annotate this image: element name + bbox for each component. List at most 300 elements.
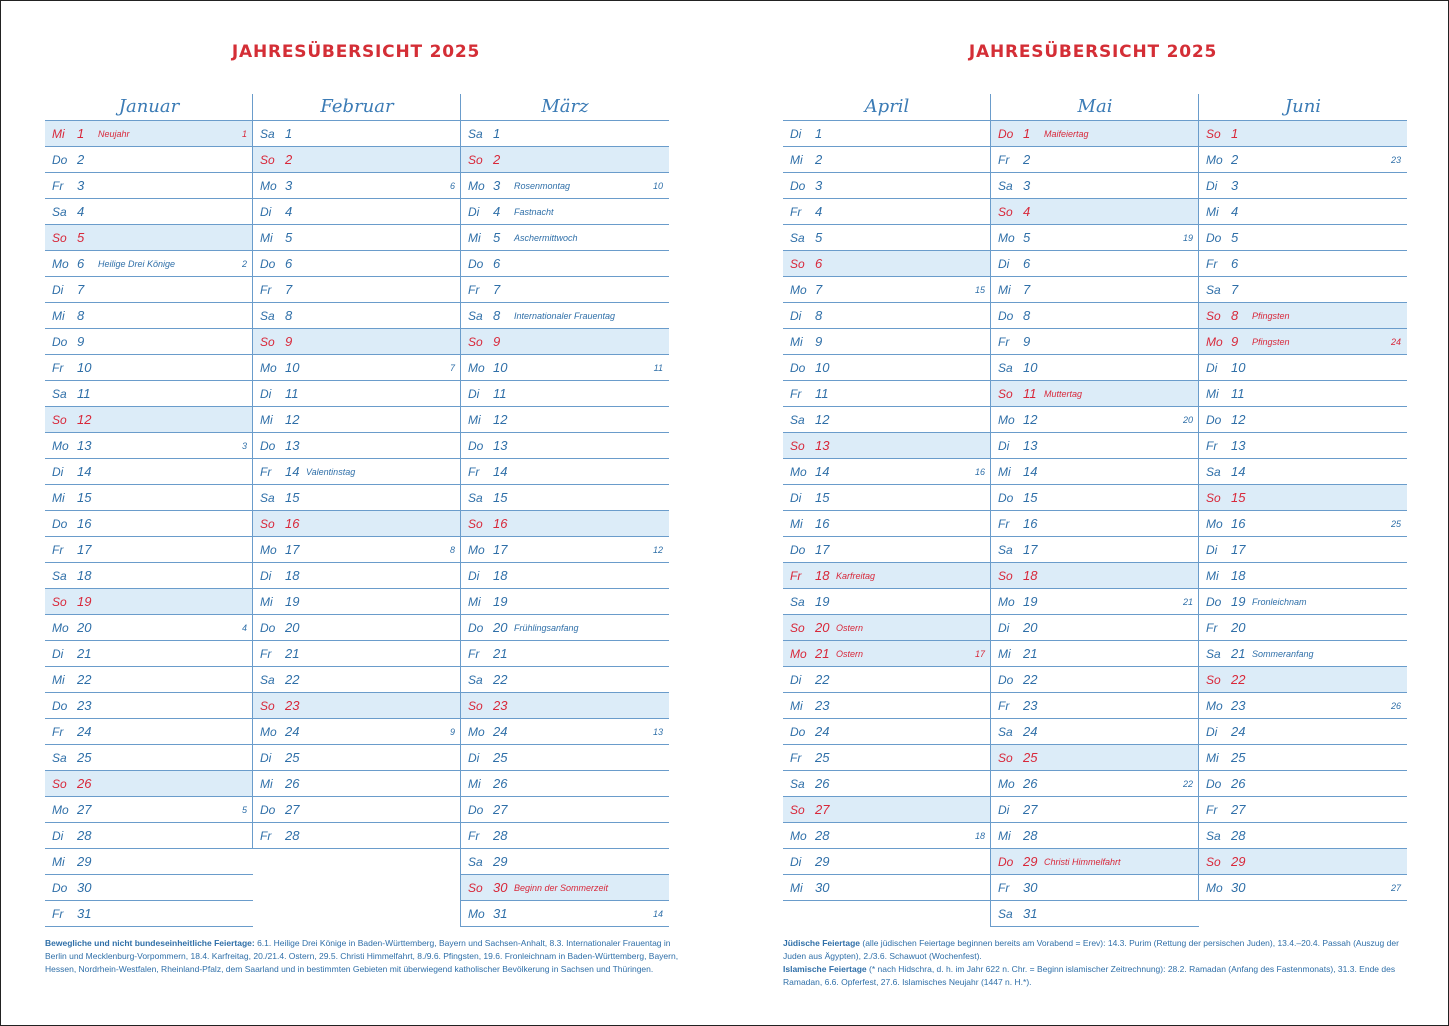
weekday-label: Do [52,517,68,531]
day-row [461,797,669,823]
day-number: 17 [77,542,92,557]
holiday-label: Sommeranfang [1252,649,1314,659]
day-number: 10 [815,360,830,375]
day-row [991,485,1199,511]
day-row [783,589,991,615]
day-row [783,875,991,901]
day-row [253,173,461,199]
day-row [45,225,253,251]
day-row [45,719,253,745]
month-mai [990,94,1199,927]
weekday-label: Sa [1206,283,1221,297]
day-row [991,745,1199,771]
day-row [1199,537,1407,563]
day-row [783,433,991,459]
week-number: 5 [241,805,247,815]
day-row [461,823,669,849]
day-row [45,355,253,381]
day-number: 27 [493,802,508,817]
day-row [783,251,991,277]
day-number: 13 [77,438,92,453]
day-row [991,901,1199,927]
weekday-label: So [468,153,483,167]
weekday-label: So [998,387,1013,401]
day-row [1199,797,1407,823]
weekday-label: Mo [260,361,277,375]
weekday-label: Do [52,335,68,349]
day-number: 5 [285,230,293,245]
day-row [45,173,253,199]
day-row [45,693,253,719]
day-row [45,771,253,797]
day-row [253,641,461,667]
day-row [45,563,253,589]
day-number: 1 [285,126,293,141]
weekday-label: So [52,777,67,791]
weekday-label: Mi [468,777,481,791]
week-number: 15 [974,285,985,295]
day-number: 20 [1231,620,1246,635]
day-number: 25 [493,750,508,765]
day-number: 5 [493,230,501,245]
day-row [461,251,669,277]
day-number: 26 [1023,776,1038,791]
weekday-label: Mo [260,543,277,557]
day-row [991,667,1199,693]
day-row [461,407,669,433]
weekday-label: Fr [52,907,64,921]
weekday-label: Mi [468,231,481,245]
day-row [253,433,461,459]
footnote-heading: Bewegliche und nicht bundeseinheitliche Feiertage: [45,938,255,948]
weekday-label: Do [790,725,806,739]
weekday-label: Do [468,621,484,635]
day-number: 7 [815,282,823,297]
weekday-label: Di [1206,725,1218,739]
day-number: 8 [1231,308,1239,323]
weekday-label: Mo [998,413,1015,427]
week-number: 13 [652,727,663,737]
weekday-label: Di [1206,361,1218,375]
day-number: 9 [1023,334,1031,349]
weekday-label: So [790,803,805,817]
day-row [461,563,669,589]
day-number: 29 [1023,854,1038,869]
day-number: 6 [1231,256,1239,271]
day-row [45,251,253,277]
day-number: 3 [77,178,85,193]
day-number: 4 [1231,204,1239,219]
day-number: 23 [285,698,300,713]
day-number: 15 [1023,490,1038,505]
day-number: 9 [493,334,501,349]
weekday-label: So [998,205,1013,219]
day-number: 6 [285,256,293,271]
day-number: 17 [1023,542,1038,557]
holiday-label: Valentinstag [306,467,356,477]
day-number: 31 [493,906,508,921]
weekday-label: Mi [998,829,1011,843]
day-row [991,121,1199,147]
weekday-label: Sa [998,179,1013,193]
week-number: 10 [652,181,663,191]
weekday-label: Sa [1206,465,1221,479]
holiday-label: Christi Himmelfahrt [1044,857,1121,867]
weekday-label: Fr [790,751,802,765]
day-row [783,719,991,745]
day-number: 15 [815,490,830,505]
day-row [783,199,991,225]
week-number: 22 [1182,779,1193,789]
weekday-label: Di [1206,179,1218,193]
day-row [461,329,669,355]
footnote-text: 6.1. Heilige Drei Könige in Baden-Württemberg, Bayern und Sachsen-Anhalt, 8.3. Internationaler Frauentag in Berlin und Mecklenburg-Vorpommern, 18.4. Karfreitag, 20./21.4. Ostern, 29.5. Christi Himmelfahrt, 8./9.6. Pfingsten, 19.6. Fronleichnam in Baden-Württemberg, Bayern, Hessen, Nordrhein-Westfalen, Rheinland-Pfalz, dem Saarland und in bestimmten Gebieten mit überwiegend katholischer Bevölkerung in Sachsen und Thüringen. [45,938,679,974]
day-number: 28 [1231,828,1246,843]
day-number: 3 [815,178,823,193]
day-row [1199,407,1407,433]
weekday-label: Fr [260,283,272,297]
week-number: 4 [241,623,247,633]
weekday-label: Di [468,569,480,583]
day-number: 22 [285,672,300,687]
day-row [991,329,1199,355]
holiday-label: Beginn der Sommerzeit [514,883,609,893]
weekday-label: Mi [52,309,65,323]
day-number: 18 [1023,568,1038,583]
day-row [783,693,991,719]
day-row [991,277,1199,303]
day-row [45,823,253,849]
weekday-label: So [790,257,805,271]
weekday-label: Mo [790,829,807,843]
day-number: 5 [1231,230,1239,245]
weekday-label: Di [260,205,272,219]
weekday-label: So [468,335,483,349]
day-row [991,589,1199,615]
weekday-label: So [52,595,67,609]
day-row [461,745,669,771]
weekday-label: Mo [468,361,485,375]
week-number: 8 [449,545,455,555]
day-row [1199,121,1407,147]
day-row [783,355,991,381]
day-number: 17 [285,542,300,557]
day-number: 30 [77,880,92,895]
day-number: 29 [493,854,508,869]
weekday-label: Di [468,751,480,765]
day-number: 11 [77,386,91,401]
day-row [461,693,669,719]
day-row [1199,485,1407,511]
weekday-label: Fr [260,647,272,661]
weekday-label: Do [790,361,806,375]
day-row [253,121,461,147]
weekday-label: Sa [260,127,275,141]
weekday-label: Mo [52,439,69,453]
day-row [461,381,669,407]
day-number: 6 [1023,256,1031,271]
left-page-title: JAHRESÜBERSICHT 2025 [231,42,481,62]
holiday-label: Ostern [836,649,864,659]
day-number: 6 [815,256,823,271]
day-number: 24 [77,724,92,739]
day-number: 23 [1023,698,1038,713]
day-row [45,277,253,303]
weekday-label: Mo [468,725,485,739]
weekday-label: Sa [52,205,67,219]
weekday-label: Fr [998,699,1010,713]
month-januar [45,94,253,927]
day-row [461,901,669,927]
day-row [461,537,669,563]
day-row [45,147,253,173]
day-number: 31 [77,906,92,921]
day-row [783,771,991,797]
weekday-label: Do [790,543,806,557]
day-row [461,173,669,199]
day-row [45,849,253,875]
day-number: 15 [1231,490,1246,505]
day-row [1199,355,1407,381]
weekday-label: Di [790,673,802,687]
weekday-label: Mo [260,179,277,193]
day-number: 19 [285,594,300,609]
day-row [1199,251,1407,277]
day-row [253,277,461,303]
weekday-label: Di [998,439,1010,453]
weekday-label: So [260,517,275,531]
day-number: 8 [1023,308,1031,323]
day-number: 29 [77,854,92,869]
day-number: 22 [1023,672,1038,687]
week-number: 3 [241,441,247,451]
day-row [991,719,1199,745]
day-row [783,667,991,693]
week-number: 16 [974,467,985,477]
day-row [461,433,669,459]
day-row [45,459,253,485]
day-row [991,511,1199,537]
day-number: 16 [1231,516,1246,531]
holiday-label: Pfingsten [1252,311,1290,321]
day-number: 12 [285,412,300,427]
weekday-label: Fr [998,153,1010,167]
day-row [991,797,1199,823]
weekday-label: Sa [468,491,483,505]
weekday-label: Mi [260,413,273,427]
weekday-label: Sa [260,673,275,687]
day-row [45,121,253,147]
day-number: 19 [1023,594,1038,609]
weekday-label: So [468,699,483,713]
day-row [991,433,1199,459]
day-number: 15 [285,490,300,505]
day-number: 22 [493,672,508,687]
day-row [45,589,253,615]
weekday-label: Do [260,257,276,271]
day-row [991,225,1199,251]
day-number: 12 [1023,412,1038,427]
day-number: 12 [77,412,92,427]
day-row [45,901,253,927]
weekday-label: Mi [1206,751,1219,765]
day-row [783,797,991,823]
day-number: 7 [285,282,293,297]
weekday-label: Mi [1206,387,1219,401]
weekday-label: So [260,153,275,167]
weekday-label: Fr [790,569,802,583]
day-row [461,615,669,641]
day-row [253,693,461,719]
day-number: 4 [1023,204,1031,219]
day-row [45,875,253,901]
weekday-label: Sa [998,725,1013,739]
left-footnote [45,937,685,976]
day-number: 21 [1023,646,1038,661]
weekday-label: Mo [998,231,1015,245]
week-number: 21 [1182,597,1193,607]
weekday-label: So [1206,855,1221,869]
day-row [45,381,253,407]
weekday-label: Di [52,283,64,297]
day-row [1199,667,1407,693]
day-row [991,199,1199,225]
day-number: 14 [493,464,508,479]
day-row [991,407,1199,433]
day-row [783,225,991,251]
weekday-label: Do [52,881,68,895]
day-number: 10 [1023,360,1038,375]
day-number: 6 [77,256,85,271]
day-number: 14 [77,464,92,479]
day-row [45,745,253,771]
holiday-label: Rosenmontag [514,181,571,191]
day-row [461,303,669,329]
day-number: 19 [77,594,92,609]
weekday-label: Mo [468,543,485,557]
day-number: 16 [1023,516,1038,531]
day-row [783,147,991,173]
weekday-label: Sa [998,361,1013,375]
day-number: 20 [815,620,830,635]
week-number: 20 [1182,415,1193,425]
day-number: 21 [493,646,508,661]
month-header: Januar [45,94,253,121]
holiday-label: Pfingsten [1252,337,1290,347]
day-number: 27 [1231,802,1246,817]
weekday-label: Mo [468,179,485,193]
day-row [461,875,669,901]
weekday-label: Sa [1206,829,1221,843]
month-header: Mai [991,94,1199,121]
day-number: 20 [1023,620,1038,635]
day-row [1199,329,1407,355]
weekday-label: Fr [468,283,480,297]
day-row [253,225,461,251]
day-number: 28 [815,828,830,843]
weekday-label: Di [998,621,1010,635]
weekday-label: Di [790,855,802,869]
day-number: 25 [815,750,830,765]
day-row [461,147,669,173]
day-number: 22 [77,672,92,687]
day-row [783,823,991,849]
day-number: 14 [1231,464,1246,479]
day-row [253,563,461,589]
weekday-label: Mo [790,465,807,479]
day-row [461,277,669,303]
weekday-label: Mo [1206,517,1223,531]
weekday-label: Di [998,257,1010,271]
day-number: 26 [815,776,830,791]
day-row [1199,771,1407,797]
weekday-label: So [998,569,1013,583]
holiday-label: Fronleichnam [1252,597,1307,607]
weekday-label: Di [52,465,64,479]
weekday-label: Mi [52,855,65,869]
day-number: 22 [1231,672,1246,687]
day-number: 27 [285,802,300,817]
weekday-label: Mi [1206,569,1219,583]
day-row [253,719,461,745]
day-number: 18 [815,568,830,583]
month-februar [252,94,461,849]
day-number: 1 [1023,126,1031,141]
holiday-label: Internationaler Frauentag [514,311,616,321]
day-row [991,771,1199,797]
day-number: 21 [285,646,300,661]
week-number: 17 [974,649,985,659]
day-number: 13 [815,438,830,453]
weekday-label: So [52,231,67,245]
day-number: 13 [493,438,508,453]
day-number: 9 [285,334,293,349]
weekday-label: Do [998,127,1014,141]
day-number: 16 [285,516,300,531]
right-footnote [783,937,1423,989]
day-row [1199,459,1407,485]
weekday-label: Fr [790,387,802,401]
day-row [253,537,461,563]
weekday-label: Fr [52,725,64,739]
right-page-title: JAHRESÜBERSICHT 2025 [968,42,1218,62]
day-row [783,303,991,329]
day-number: 20 [77,620,92,635]
day-number: 10 [1231,360,1246,375]
day-number: 17 [1231,542,1246,557]
weekday-label: Sa [52,387,67,401]
weekday-label: Di [998,803,1010,817]
day-row [1199,225,1407,251]
day-row [253,329,461,355]
weekday-label: Do [998,309,1014,323]
weekday-label: Di [790,127,802,141]
day-row [1199,745,1407,771]
month-april [783,94,991,901]
day-number: 28 [77,828,92,843]
day-row [1199,641,1407,667]
day-number: 19 [1231,594,1246,609]
day-row [783,329,991,355]
day-number: 24 [1231,724,1246,739]
weekday-label: Di [260,387,272,401]
weekday-label: Fr [1206,803,1218,817]
weekday-label: Do [1206,231,1222,245]
day-row [1199,277,1407,303]
day-row [991,823,1199,849]
weekday-label: Mi [260,777,273,791]
day-number: 26 [77,776,92,791]
